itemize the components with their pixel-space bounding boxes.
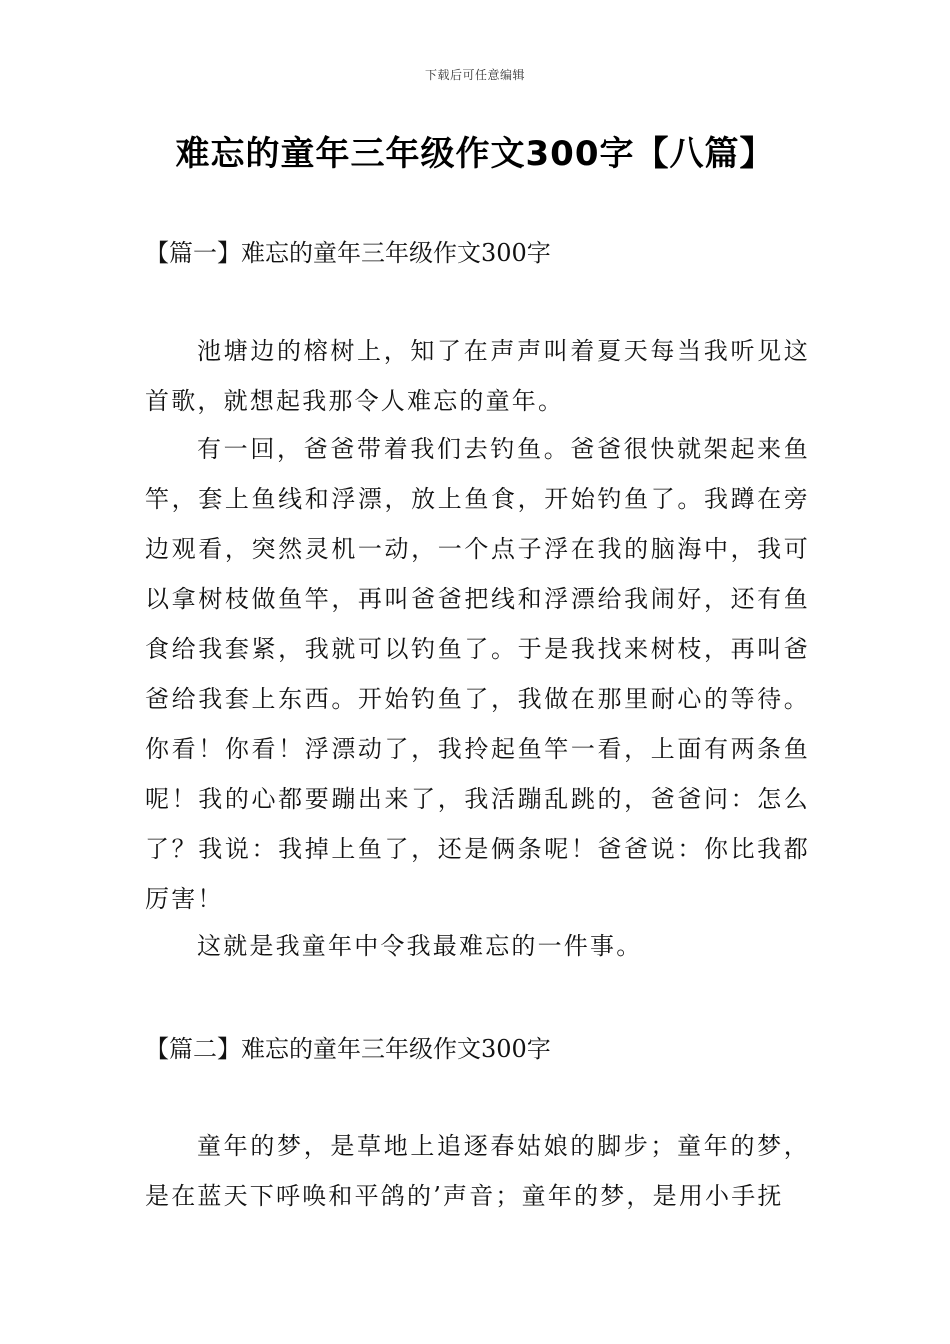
document-title: 难忘的童年三年级作文300字【八篇】 (175, 134, 775, 174)
section-heading: 【篇一】难忘的童年三年级作文300字 (145, 239, 551, 267)
paragraph: 有一回，爸爸带着我们去钓鱼。爸爸很快就架起来鱼竿，套上鱼线和浮漂，放上鱼食，开始钓鱼了。我蹲在旁边观看，突然灵机一动，一个点子浮在我的脑海中，我可以拿树枝做鱼竿，再叫爸爸把线和浮漂给我闹好，还有鱼食给我套紧，我就可以钓鱼了。于是我找来树枝，再叫爸爸给我套上东西。开始钓鱼了，我做在那里耐心的等待。你看！你看！浮漂动了，我拎起鱼竿一看，上面有两条鱼呢！我的心都要蹦出来了，我活蹦乱跳的，爸爸问：怎么了？我说：我掉上鱼了，还是俩条呢！爸爸说：你比我都厉害！ (145, 435, 810, 913)
paragraph: 这就是我童年中令我最难忘的一件事。 (197, 932, 643, 960)
header-note: 下载后可任意编辑 (424, 68, 525, 82)
paragraph: 童年的梦，是草地上追逐春姑娘的脚步；童年的梦，是在蓝天下呼唤和平鸽的’声音；童年的梦，是用小手抚 (145, 1132, 810, 1210)
paragraph: 池塘边的榕树上，知了在声声叫着夏天每当我听见这首歌，就想起我那令人难忘的童年。 (145, 337, 810, 415)
section-heading: 【篇二】难忘的童年三年级作文300字 (145, 1035, 551, 1063)
